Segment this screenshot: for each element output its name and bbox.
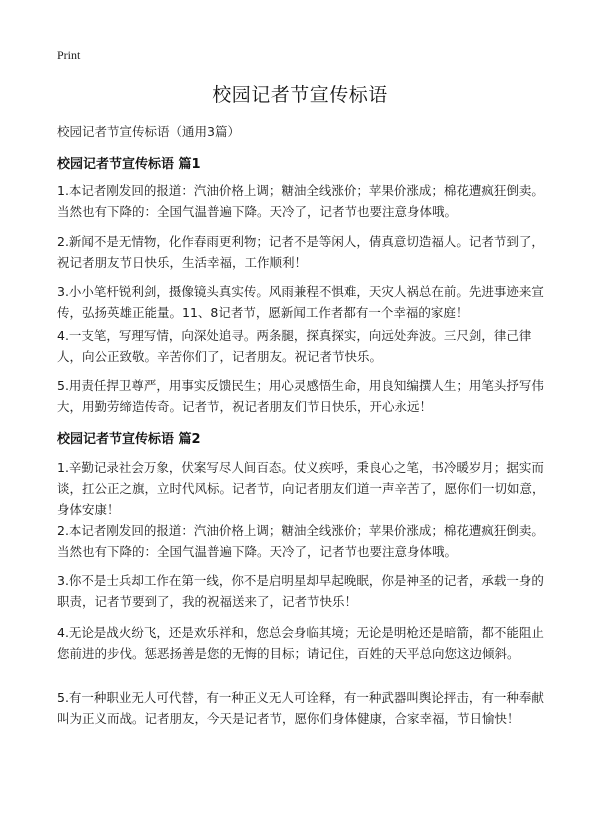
- document-title: 校园记者节宣传标语: [212, 84, 388, 106]
- document-subtitle: 校园记者节宣传标语（通用3篇）: [57, 124, 240, 139]
- print-label[interactable]: Print: [57, 48, 81, 62]
- paragraph-2-5: 5.有一种职业无人可代替，有一种正义无人可诠释，有一种武器叫舆论抨击，有一种奉献叫为正义而战。记者朋友，今天是记者节，愿你们身体健康，合家幸福，节日愉快！: [57, 690, 544, 726]
- section-heading-2: 校园记者节宣传标语 篇2: [57, 432, 201, 447]
- section-heading-1: 校园记者节宣传标语 篇1: [57, 157, 201, 172]
- paragraph-1-5: 5.用责任捍卫尊严，用事实反馈民生；用心灵感悟生命，用良知编撰人生；用笔头抒写伟大，用勤劳缔造传奇。记者节，祝记者朋友们节日快乐，开心永远！: [57, 378, 544, 414]
- paragraph-1-4: 4.一支笔，写理写情，向深处追寻。两条腿，探真探实，向远处奔波。三尺剑，律己律人，向公正致敬。辛苦你们了，记者朋友。祝记者节快乐。: [57, 328, 532, 364]
- paragraph-2-1: 1.辛勤记录社会万象，伏案写尽人间百态。仗义疾呼，秉良心之笔，书冷暖岁月；据实而谈，扛公正之旗，立时代风标。记者节，向记者朋友们道一声辛苦了，愿你们一切如意，身体安康！: [57, 460, 545, 517]
- paragraph-2-4: 4.无论是战火纷飞，还是欢乐祥和，您总会身临其境；无论是明枪还是暗箭，都不能阻止您前进的步伐。惩恶扬善是您的无悔的目标；请记住，百姓的天平总向您这边倾斜。: [57, 625, 544, 661]
- paragraph-1-1: 1.本记者刚发回的报道：汽油价格上调；糖油全线涨价；苹果价涨成；棉花遭疯狂倒卖。当然也有下降的：全国气温普遍下降。天冷了，记者节也要注意身体哦。: [57, 183, 544, 219]
- paragraph-2-3: 3.你不是士兵却工作在第一线，你不是启明星却早起晚眠，你是神圣的记者，承载一身的职责，记者节要到了，我的祝福送来了，记者节快乐！: [57, 573, 544, 609]
- paragraph-2-2: 2.本记者刚发回的报道：汽油价格上调；糖油全线涨价；苹果价涨成；棉花遭疯狂倒卖。当然也有下降的：全国气温普遍下降。天冷了，记者节也要注意身体哦。: [57, 523, 544, 559]
- paragraph-1-3: 3.小小笔杆锐利剑，摄像镜头真实传。风雨兼程不惧难，天灾人祸总在前。先进事迹来宣传，弘扬英雄正能量。11、8记者节，愿新闻工作者都有一个幸福的家庭！: [57, 284, 544, 320]
- paragraph-1-2: 2.新闻不是无情物，化作春雨更利物；记者不是等闲人，倩真意切造福人。记者节到了，祝记者朋友节日快乐，生活幸福，工作顺利！: [57, 234, 544, 270]
